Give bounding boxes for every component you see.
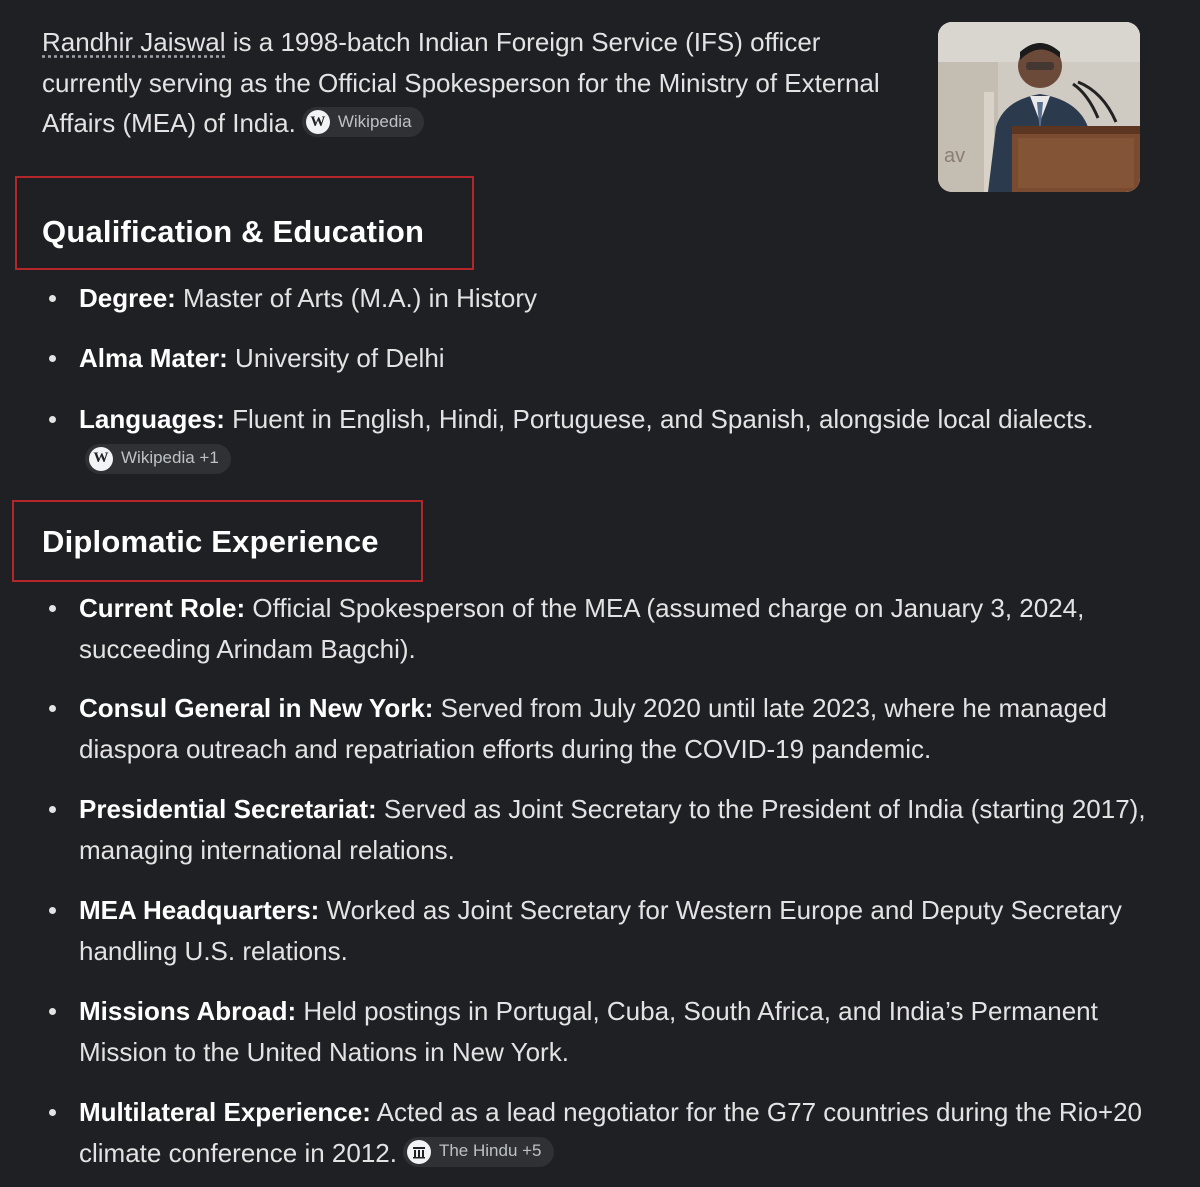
list-item-multilateral-experience: [42, 1092, 1152, 1173]
the-hindu-icon: [407, 1140, 431, 1164]
qualification-heading: Qualification & Education: [42, 214, 425, 249]
item-label: Languages:: [79, 404, 225, 434]
intro-text: is a 1998-batch Indian Foreign Service (IFS) officer currently serving as the Official Spokesperson for the Ministry of External Affairs (MEA) of India.: [42, 27, 880, 138]
list-item-mea-headquarters: [42, 890, 1152, 971]
list-item-alma-mater: [42, 338, 1152, 379]
item-text: Fluent in English, Hindi, Portuguese, and Spanish, alongside local dialects.: [224, 404, 1094, 434]
wikipedia-icon: W: [306, 110, 330, 134]
source-chip-wikipedia[interactable]: [302, 107, 424, 137]
list-item-degree: [42, 278, 1152, 319]
item-label: Presidential Secretariat:: [79, 794, 377, 824]
item-label: Degree:: [79, 283, 176, 313]
source-chip-wikipedia-plus[interactable]: [85, 444, 231, 474]
experience-heading: Diplomatic Experience: [42, 524, 379, 559]
source-chip-label: Wikipedia +1: [121, 448, 219, 468]
item-text: Worked as Joint Secretary for Western Europe and Deputy Secretary handling U.S. relations.: [79, 895, 1122, 966]
item-text: Master of Arts (M.A.) in History: [175, 283, 537, 313]
person-name-link[interactable]: Randhir Jaiswal: [42, 27, 226, 57]
item-text: Official Spokesperson of the MEA (assumed charge on January 3, 2024, succeeding Arindam Bagchi).: [79, 593, 1085, 664]
intro-paragraph: [42, 22, 902, 144]
wikipedia-icon: W: [89, 447, 113, 471]
item-text: Acted as a lead negotiator for the G77 countries during the Rio+20 climate conference in 2012.: [79, 1097, 1143, 1168]
svg-text:av: av: [944, 145, 966, 167]
person-at-podium-photo: [938, 22, 1140, 192]
item-text: Held postings in Portugal, Cuba, South Africa, and India’s Permanent Mission to the United Nations in New York.: [79, 996, 1098, 1067]
list-item-languages: [42, 399, 1152, 480]
item-text: Served as Joint Secretary to the President of India (starting 2017), managing international relations.: [79, 794, 1146, 865]
item-label: Alma Mater:: [79, 343, 228, 373]
item-label: MEA Headquarters:: [79, 895, 320, 925]
item-text: Served from July 2020 until late 2023, where he managed diaspora outreach and repatriation efforts during the COVID-19 pandemic.: [79, 693, 1107, 764]
item-label: Missions Abroad:: [79, 996, 297, 1026]
list-item-presidential-secretariat: [42, 789, 1152, 870]
item-text: University of Delhi: [227, 343, 445, 373]
list-item-missions-abroad: [42, 991, 1152, 1072]
source-chip-label: Wikipedia: [337, 111, 412, 131]
source-chip-label: The Hindu +5: [438, 1141, 542, 1161]
item-label: Multilateral Experience:: [79, 1097, 371, 1127]
list-item-consul-general: [42, 688, 1152, 769]
item-label: Consul General in New York:: [79, 693, 434, 723]
item-label: Current Role:: [79, 593, 246, 623]
list-item-current-role: [42, 588, 1152, 669]
profile-photo[interactable]: [938, 22, 1140, 192]
source-chip-the-hindu[interactable]: [403, 1137, 554, 1167]
